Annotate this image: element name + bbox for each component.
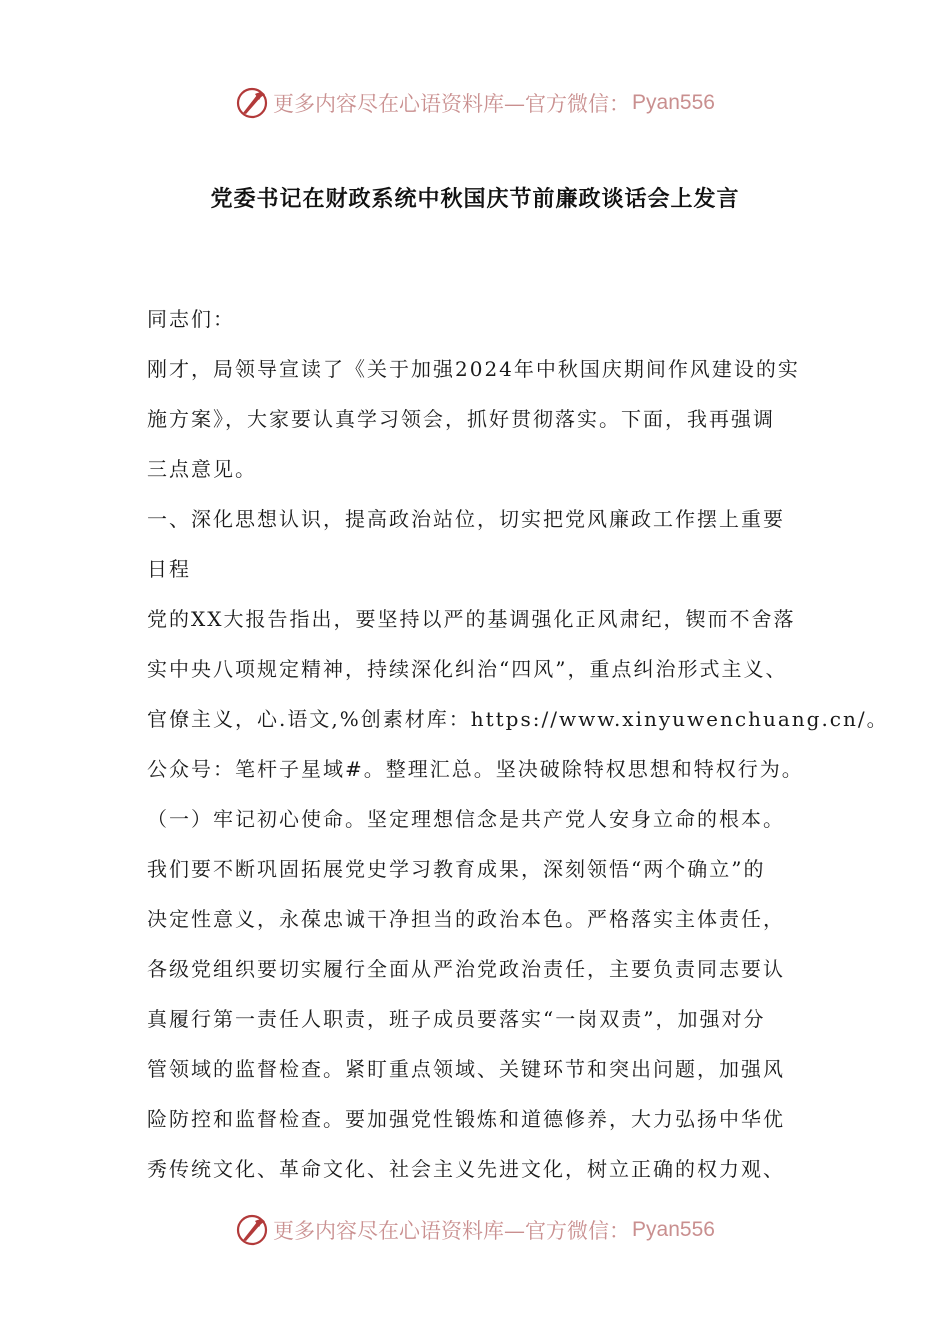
body-line: 秀传统文化、革命文化、社会主义先进文化，树立正确的权力观、 bbox=[147, 1157, 785, 1181]
document-title: 党委书记在财政系统中秋国庆节前廉政谈话会上发言 bbox=[210, 186, 740, 212]
body-line: 决定性意义，永葆忠诚干净担当的政治本色。严格落实主体责任， bbox=[147, 907, 785, 931]
section-heading: 日程 bbox=[147, 557, 191, 581]
body-line: 刚才，局领导宣读了《关于加强2024年中秋国庆期间作风建设的实 bbox=[147, 357, 800, 381]
section-heading: 一、深化思想认识，提高政治站位，切实把党风廉政工作摆上重要 bbox=[147, 507, 785, 531]
body-line: （一）牢记初心使命。坚定理想信念是共产党人安身立命的根本。 bbox=[147, 807, 785, 831]
body-line: 党的XX大报告指出，要坚持以严的基调强化正风肃纪，锲而不舍落 bbox=[147, 607, 796, 631]
body-line: 实中央八项规定精神，持续深化纠治“四风”，重点纠治形式主义、 bbox=[147, 657, 788, 681]
body-line: 我们要不断巩固拓展党史学习教育成果，深刻领悟“两个确立”的 bbox=[147, 857, 766, 881]
document-body bbox=[147, 294, 889, 1194]
body-line: 险防控和监督检查。要加强党性锻炼和道德修养，大力弘扬中华优 bbox=[147, 1107, 785, 1131]
body-line: 公众号：笔杆子星域#。整理汇总。坚决破除特权思想和特权行为。 bbox=[147, 757, 804, 781]
body-line: 三点意见。 bbox=[147, 457, 257, 481]
body-line: 同志们： bbox=[147, 307, 235, 331]
header-watermark bbox=[0, 86, 950, 120]
quill-seal-icon bbox=[235, 86, 269, 120]
watermark-text: 更多内容尽在心语资料库—官方微信： bbox=[273, 1219, 631, 1243]
watermark-wechat-id: Pyan556 bbox=[632, 91, 715, 114]
watermark-wechat-id: Pyan556 bbox=[632, 1218, 715, 1241]
body-line: 管领域的监督检查。紧盯重点领域、关键环节和突出问题，加强风 bbox=[147, 1057, 785, 1081]
body-line: 真履行第一责任人职责，班子成员要落实“一岗双责”，加强对分 bbox=[147, 1007, 766, 1031]
watermark-text: 更多内容尽在心语资料库—官方微信： bbox=[273, 92, 631, 116]
body-line: 各级党组织要切实履行全面从严治党政治责任，主要负责同志要认 bbox=[147, 957, 785, 981]
body-line: 官僚主义，心.语文,%创素材库：https://www.xinyuwenchuang.cn/。 bbox=[147, 707, 889, 731]
footer-watermark bbox=[0, 1213, 950, 1247]
body-line: 施方案》，大家要认真学习领会，抓好贯彻落实。下面，我再强调 bbox=[147, 407, 775, 431]
quill-seal-icon bbox=[235, 1213, 269, 1247]
